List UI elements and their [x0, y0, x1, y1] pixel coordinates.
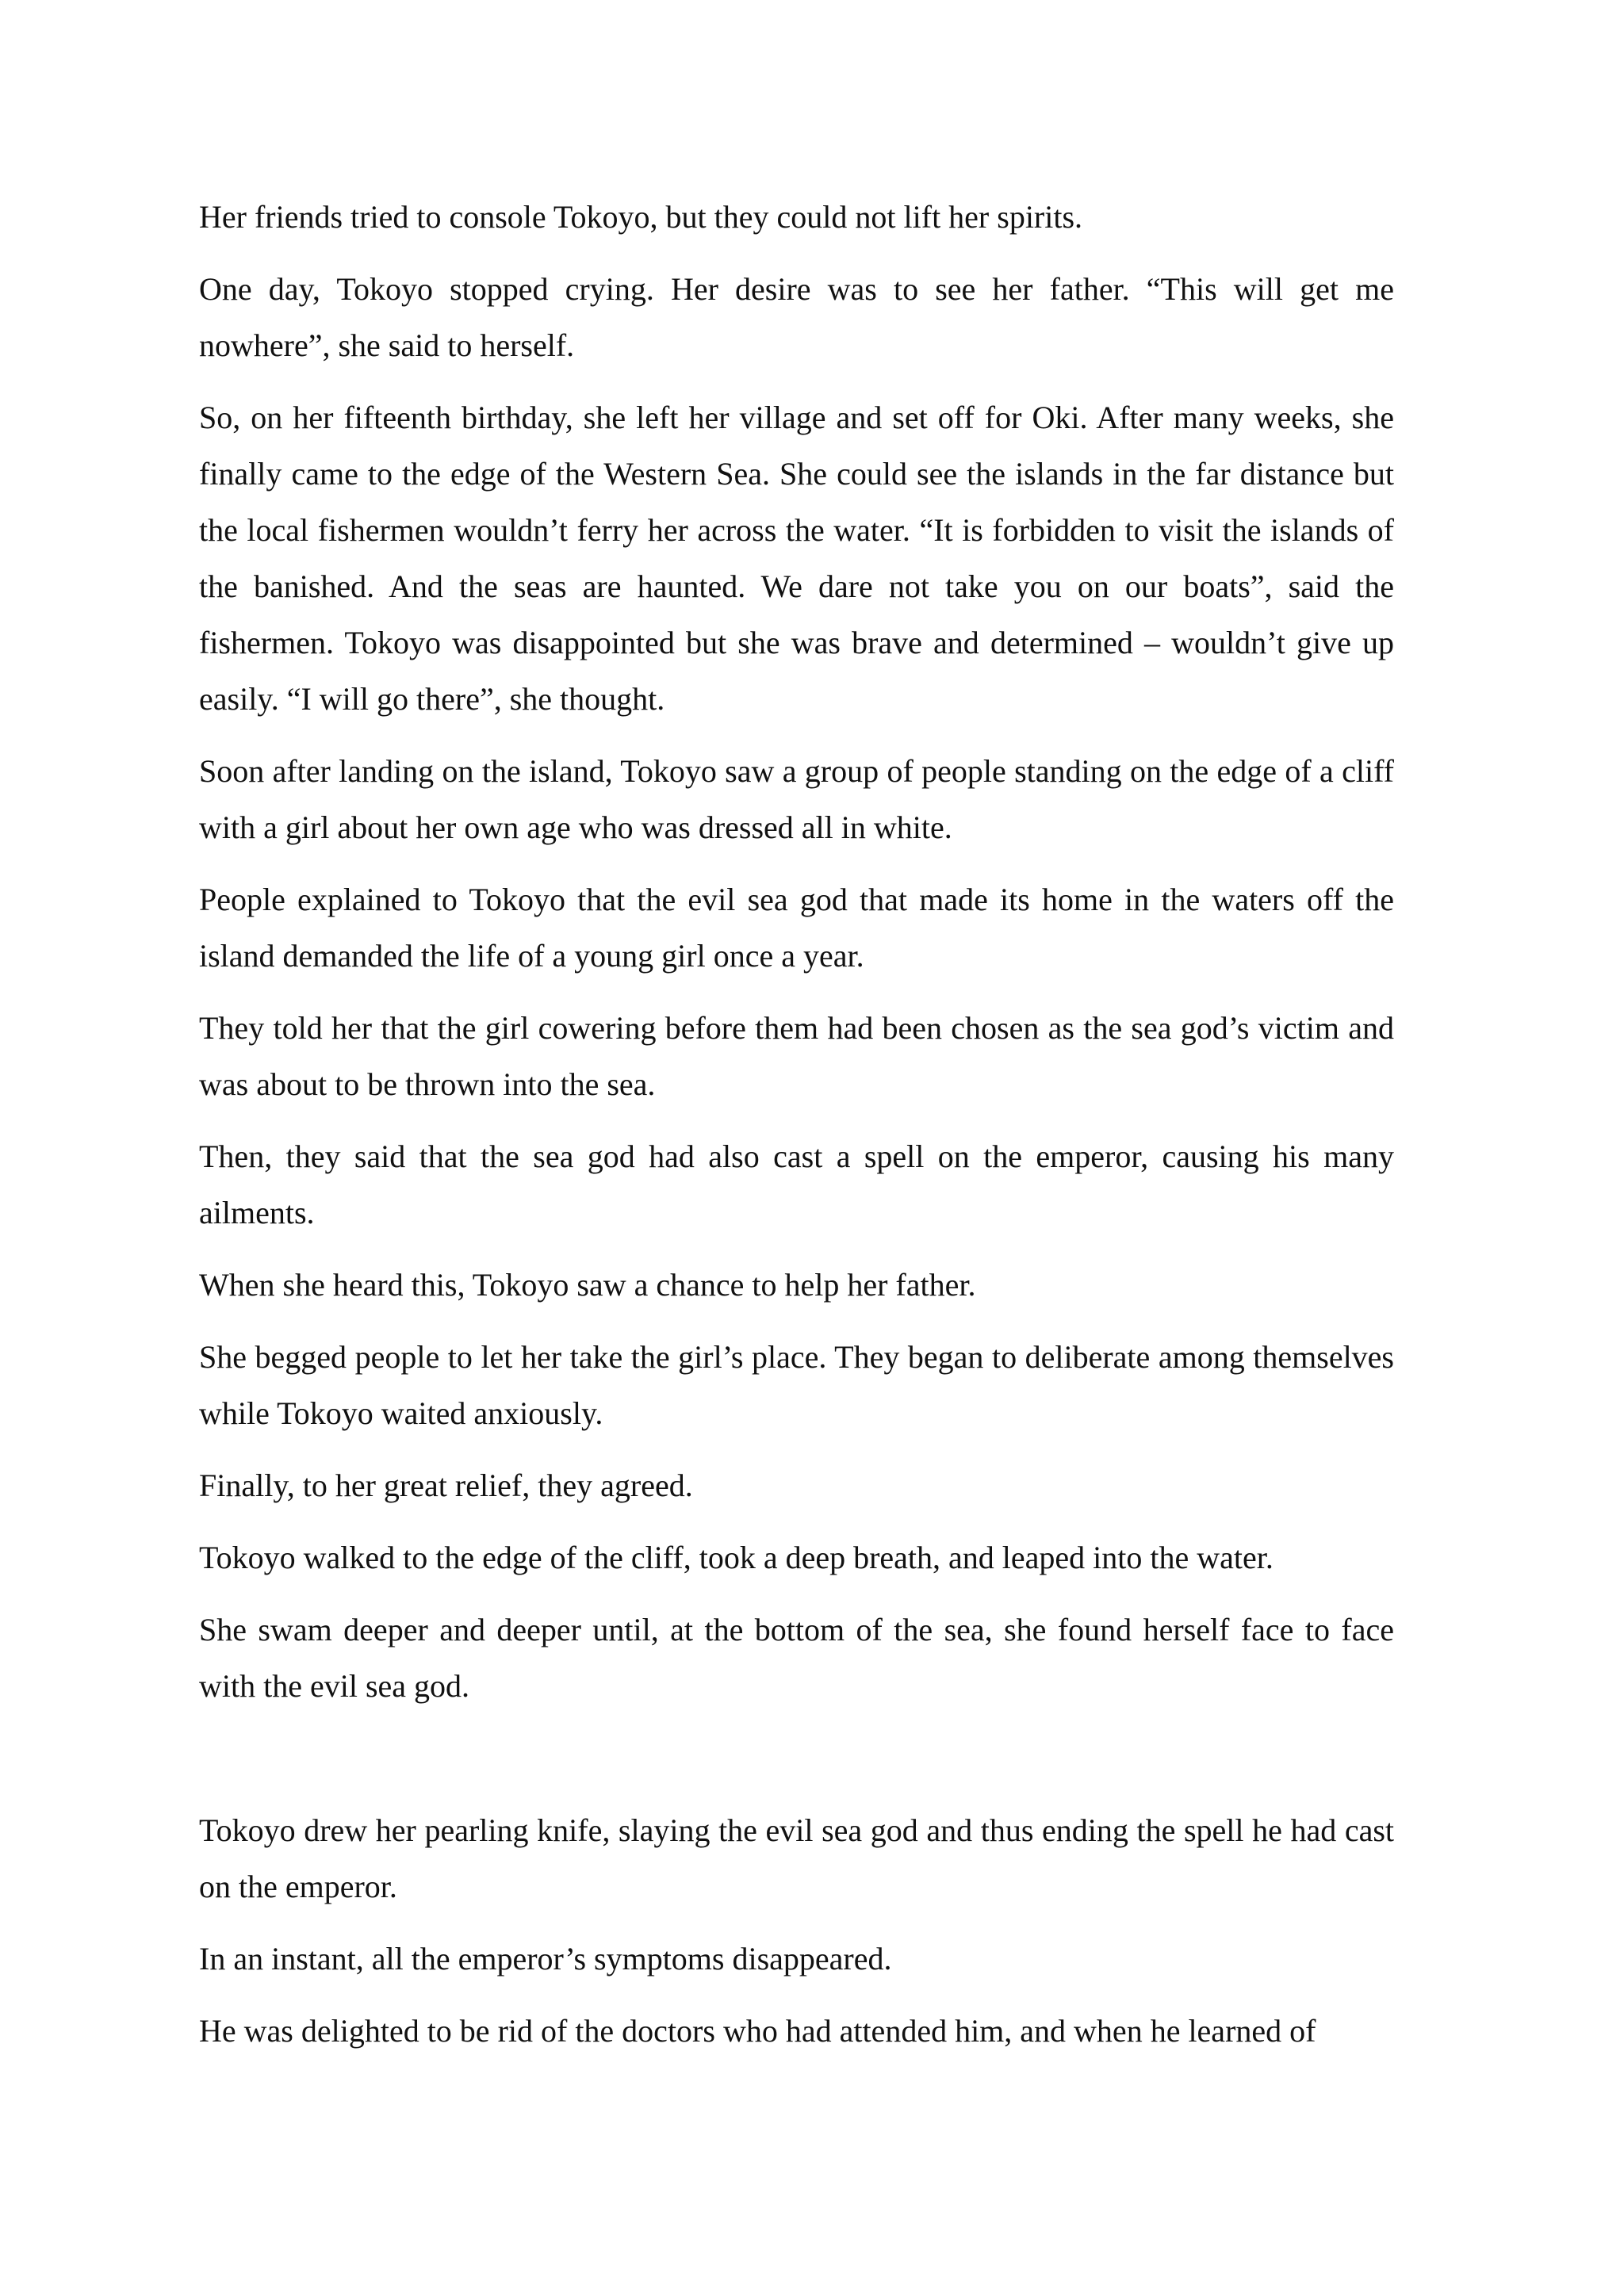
- paragraph-15: He was delighted to be rid of the doctors who had attended him, and when he learned of: [199, 2013, 1316, 2049]
- paragraph-14: In an instant, all the emperor’s symptoms disappeared.: [199, 1941, 892, 1976]
- paragraph-8: When she heard this, Tokoyo saw a chance to help her father.: [199, 1267, 976, 1303]
- paragraph-9: She begged people to let her take the girl’s place. They began to deliberate among themselves while Tokoyo waited anxiously.: [199, 1339, 1394, 1431]
- paragraph-5: People explained to Tokoyo that the evil sea god that made its home in the waters off the island demanded the life of a young girl once a year.: [199, 882, 1394, 974]
- paragraph-12: She swam deeper and deeper until, at the bottom of the sea, she found herself face to face with the evil sea god.: [199, 1612, 1394, 1704]
- paragraph-11: Tokoyo walked to the edge of the cliff, took a deep breath, and leaped into the water.: [199, 1540, 1274, 1575]
- blank-line-gap: [199, 1730, 1394, 1802]
- paragraph-1: Her friends tried to console Tokoyo, but they could not lift her spirits.: [199, 199, 1083, 235]
- paragraph-2: One day, Tokoyo stopped crying. Her desire was to see her father. “This will get me nowhere”, she said to herself.: [199, 271, 1394, 363]
- paragraph-4: Soon after landing on the island, Tokoyo saw a group of people standing on the edge of a cliff with a girl about her own age who was dressed all in white.: [199, 753, 1394, 845]
- paragraph-7: Then, they said that the sea god had also cast a spell on the emperor, causing his many ailments.: [199, 1138, 1394, 1230]
- paragraph-6: They told her that the girl cowering before them had been chosen as the sea god’s victim and was about to be thrown into the sea.: [199, 1010, 1394, 1102]
- paragraph-3: So, on her fifteenth birthday, she left her village and set off for Oki. After many weeks, she finally came to the edge of the Western Sea. She could see the islands in the far distance but the local fishermen wouldn’t ferry her across the water. “It is forbidden to visit the islands of the banished. And the seas are haunted. We dare not take you on our boats”, said the fishermen. Tokoyo was disappointed but she was brave and determined – wouldn’t give up easily. “I will go there”, she thought.: [199, 400, 1394, 717]
- paragraph-10: Finally, to her great relief, they agreed.: [199, 1468, 693, 1503]
- paragraph-13: Tokoyo drew her pearling knife, slaying the evil sea god and thus ending the spell he had cast on the emperor.: [199, 1812, 1394, 1904]
- body-text: [199, 189, 1394, 2075]
